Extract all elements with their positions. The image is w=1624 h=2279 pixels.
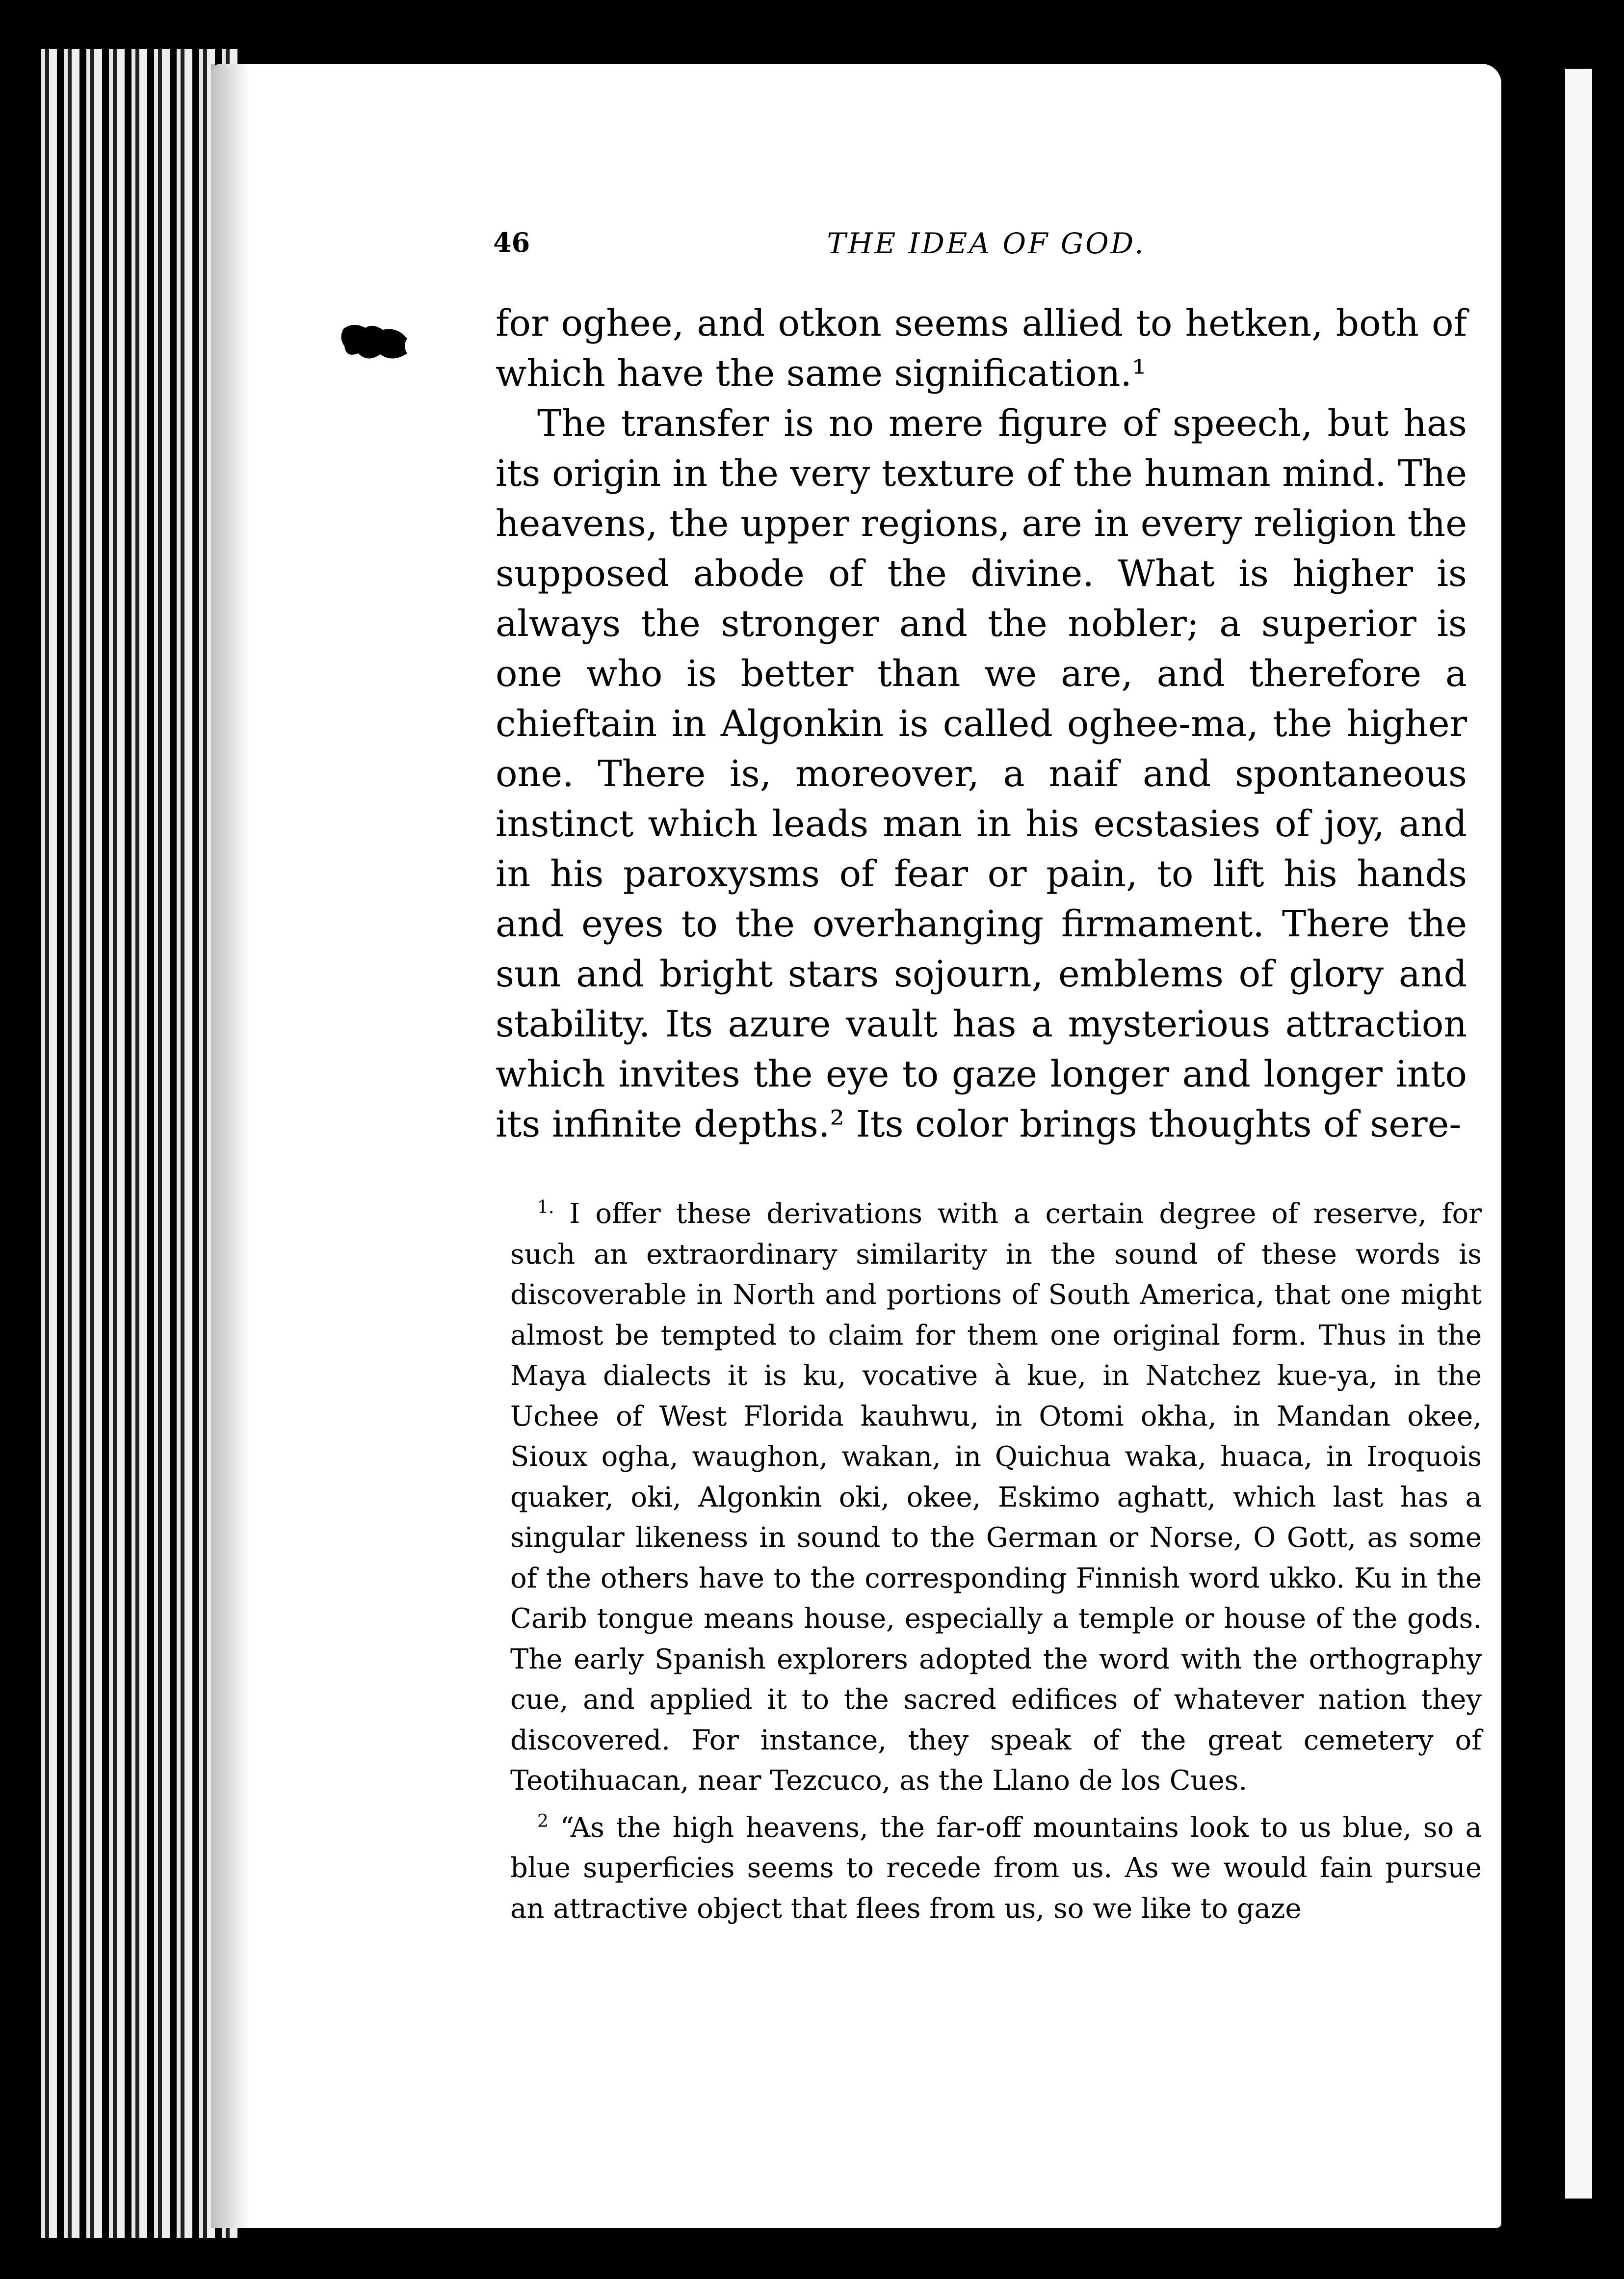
footnotes [510,1188,1482,1929]
footnote-marker: 1. [537,1197,554,1218]
footnote-text: I offer these derivations with a certain degree of reserve, for such an extraordinary similarity in the sound of these words is discoverable in North and portions of South America, that one might almost be tempted to claim for them one original form. Thus in the Maya dialects it is ku, vocative à kue, in Natchez kue-ya, in the Uchee of West Florida kauhwu, in Otomi okha, in Mandan okee, Sioux ogha, waughon, wakan, in Quichua waka, huaca, in Iroquois quaker, oki, Algonkin oki, okee, Eskimo aghatt, which last has a singular likeness in sound to the German or Norse, O Gott, as some of the others have to the corresponding Finnish word ukko. Ku in the Carib tongue means house, especially a temple or house of the gods. The early Spanish explorers adopted the word with the orthography cue, and applied it to the sacred edifices of whatever nation they discovered. For instance, they speak of the great cemetery of Teotihuacan, near Tezcuco, as the Llano de los Cues. [510,1198,1482,1797]
ink-blot-mark [339,319,412,366]
body-paragraph: The transfer is no mere figure of speech, but has its origin in the very texture of the human mind. The heavens, the upper regions, are in every religion the supposed abode of the divine. What is higher is always the stronger and the nobler; a superior is one who is better than we are, and therefore a chieftain in Algonkin is called oghee-ma, the higher one. There is, moreover, a naif and spontaneous instinct which leads man in his ecstasies of joy, and in his paroxysms of fear or pain, to lift his hands and eyes to the overhanging firmament. There the sun and bright stars sojourn, emblems of glory and stability. Its azure vault has a mysterious attraction which invites the eye to gaze longer and longer into its infinite depths.² Its color brings thoughts of sere- [496,402,1467,1145]
binding-shadow [211,64,250,2228]
book-right-edge [1565,69,1592,2199]
page-number: 46 [493,227,530,258]
running-title: THE IDEA OF GOD. [827,227,1146,260]
book-page-edges [34,49,240,2238]
running-head [493,227,1469,266]
body-text [496,298,1467,1149]
footnote-text: “As the high heavens, the far-off mountains look to us blue, so a blue superficies seems to recede from us. As we would fain pursue an attractive object that flees from us, so we like to gaze [510,1811,1482,1925]
footnote-2 [510,1802,1482,1930]
footnote-1 [510,1188,1482,1802]
footnote-marker: 2 [537,1811,549,1831]
body-paragraph: for oghee, and otkon seems allied to hetken, both of which have the same signification.¹ [496,302,1467,395]
